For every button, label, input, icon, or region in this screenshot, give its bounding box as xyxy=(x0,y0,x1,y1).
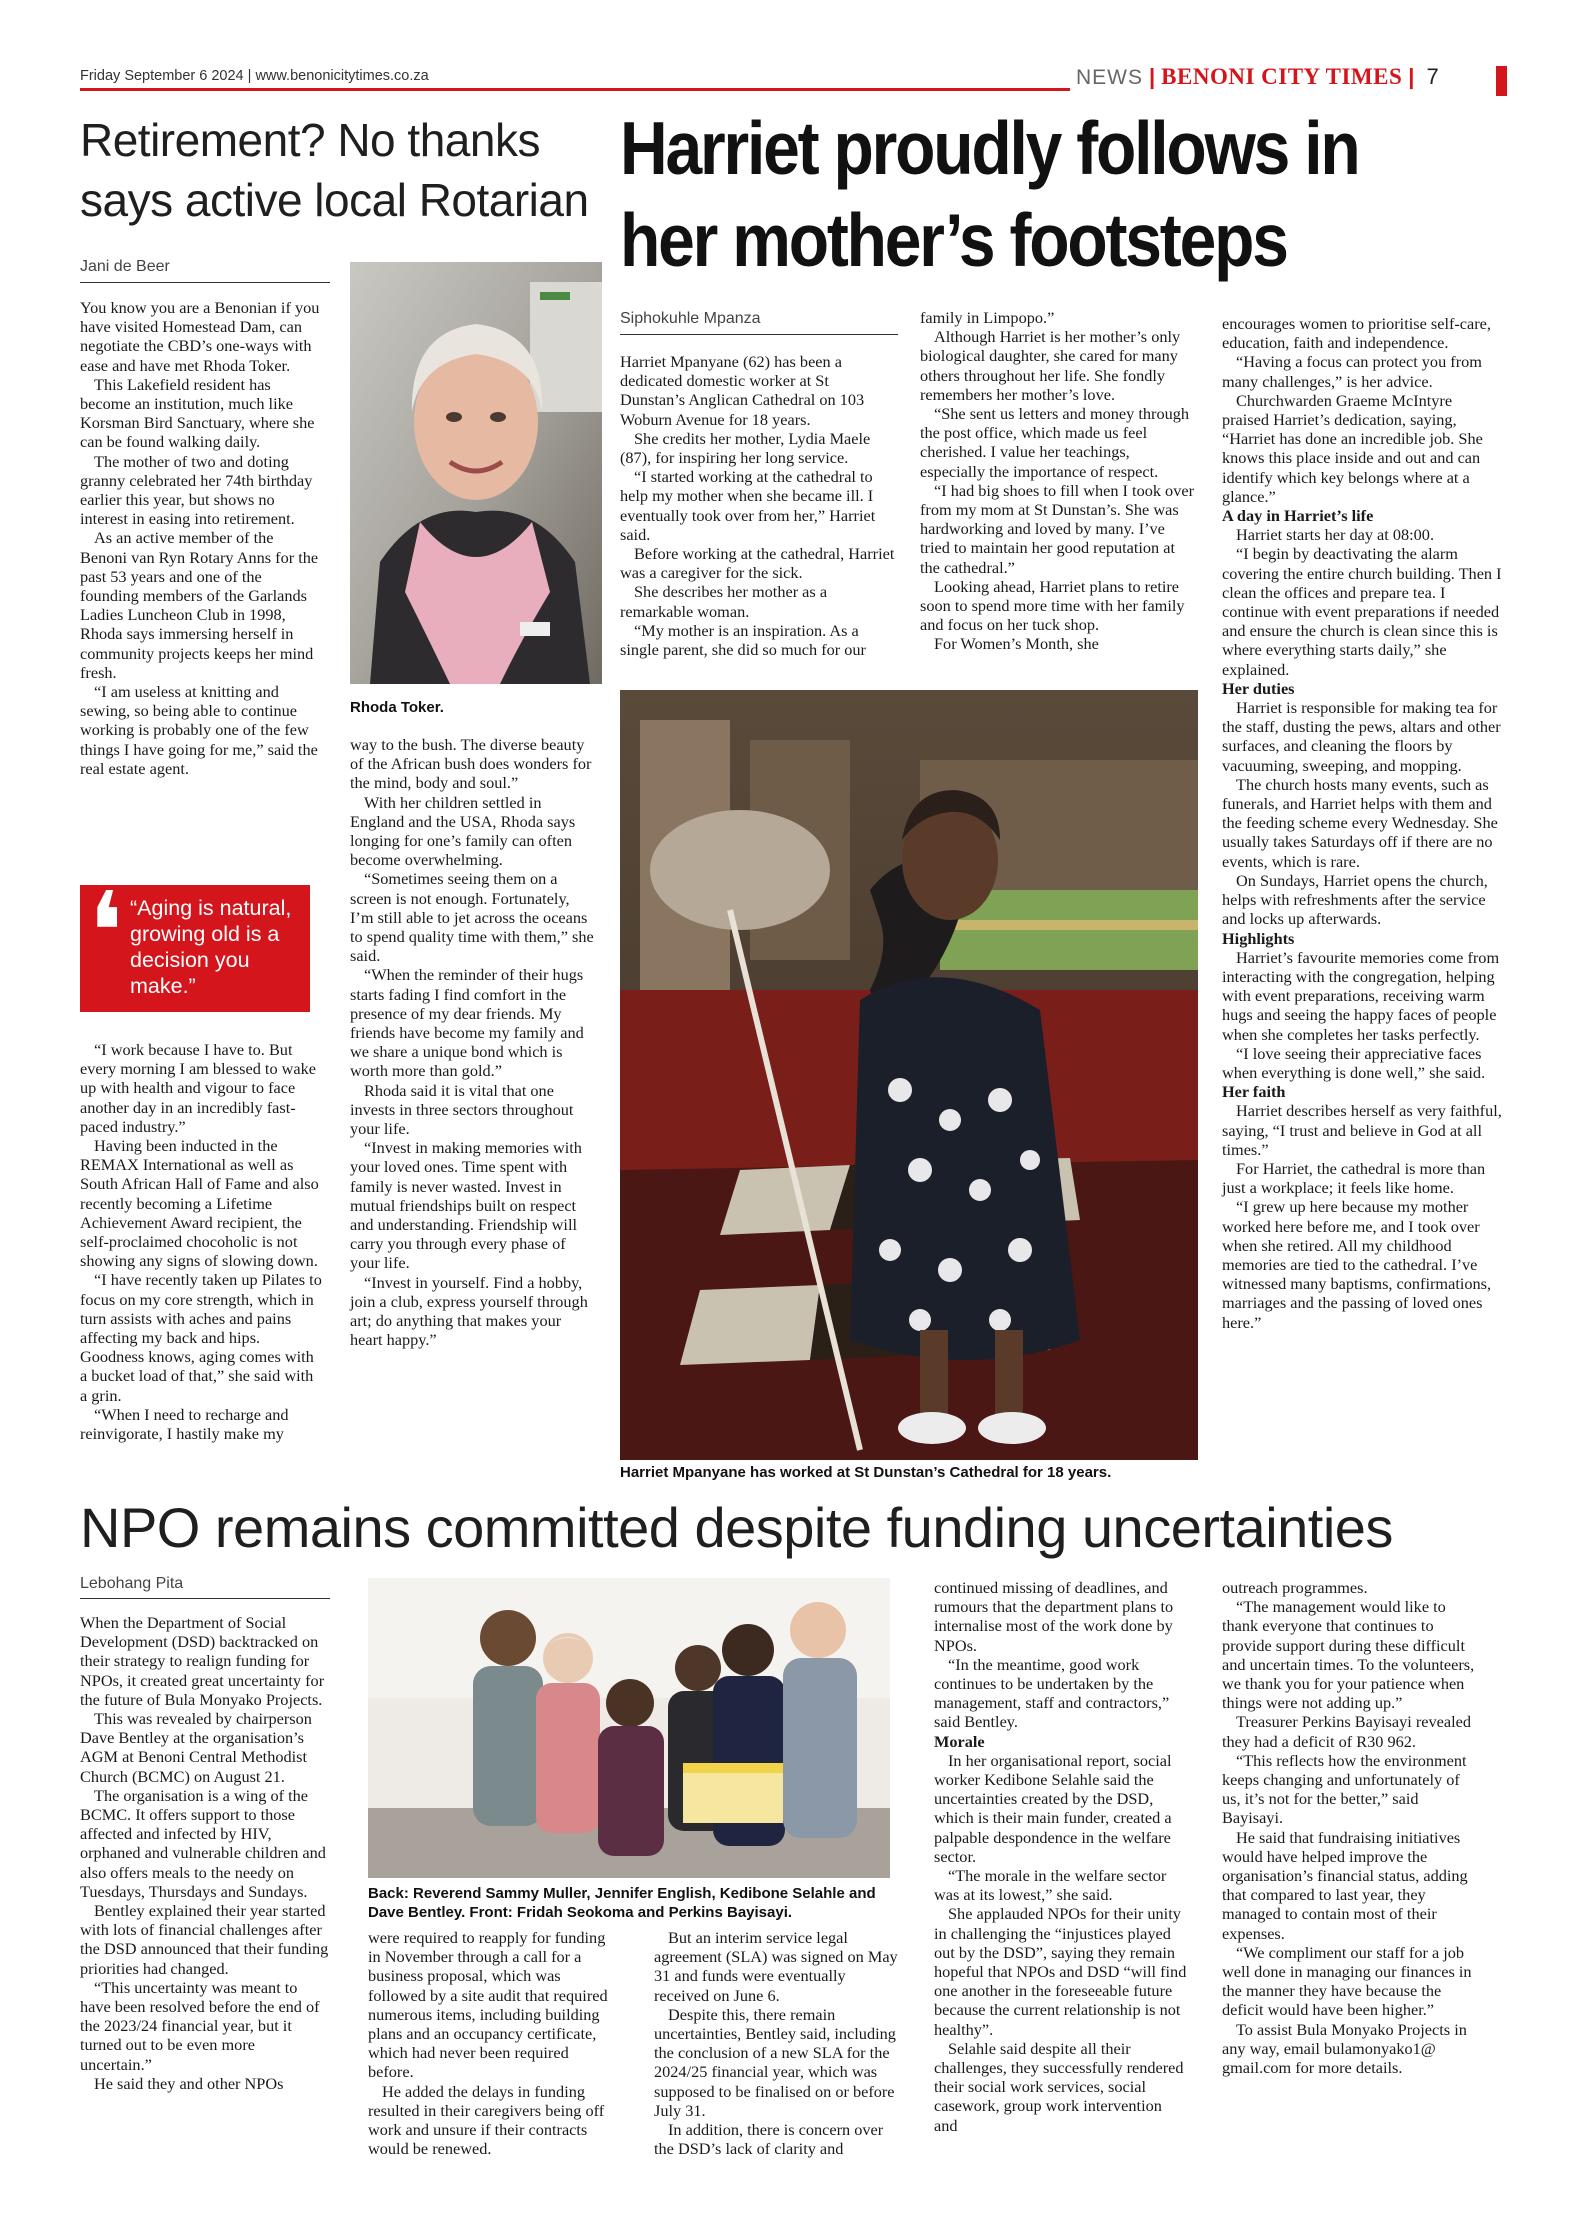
dateline: Friday September 6 2024 | www.benonicitytimes.co.za xyxy=(80,68,429,84)
paragraph: Selahle said despite all their challenges, they successfully rendered their social work services, social casework, group work intervention and xyxy=(934,2038,1184,2135)
byline-rule xyxy=(80,282,330,283)
subheading: Her faith xyxy=(1222,1082,1286,1102)
story1-col1b xyxy=(80,1040,324,1443)
paragraph: With her children settled in England and the USA, Rhoda says longing for one’s family can often become overwhelming. xyxy=(350,792,576,870)
paragraph: For Harriet, the cathedral is more than just a workplace; it feels like home. xyxy=(1222,1158,1486,1198)
paragraph: She applauded NPOs for their unity in challenging the “injustices played out by the DSD”, saying they remain hopeful that NPOs and DSD “will find one another in the foreseeable future because the current relationship is not healthy”. xyxy=(934,1904,1187,2039)
paragraph: “Sometimes seeing them on a screen is not enough. Fortunately, I’m still able to jet across the oceans to spend quality time with them,” she said. xyxy=(350,869,594,966)
story3-col5 xyxy=(1222,1578,1478,2077)
subheading: Highlights xyxy=(1222,928,1295,948)
masthead-separator: | xyxy=(1408,64,1415,89)
masthead-rule xyxy=(80,88,1070,91)
paragraph: “This reflects how the environment keeps changing and unfortunately of us, it’s not for the better,” said Bayisayi. xyxy=(1222,1750,1467,1828)
masthead xyxy=(1076,64,1439,90)
paragraph: “This uncertainty was meant to have been resolved before the end of the 2023/24 financial year, but it turned out to be even more uncertain.” xyxy=(80,1977,320,2074)
pullquote-text: “Aging is natural, growing old is a decision you make.” xyxy=(130,896,292,998)
paragraph: “I have recently taken up Pilates to focus on my core strength, which in turn assists with aches and pains affecting my back and hips. Goodness knows, aging comes with a bucket load of that,” she said with a grin. xyxy=(80,1270,322,1405)
paragraph: This Lakefield resident has become an institution, much like Korsman Bird Sanctuary, where she can be found walking daily. xyxy=(80,374,315,452)
paragraph: In her organisational report, social worker Kedibone Selahle said the uncertainties created by the DSD, which is their main funder, created a palpable despondence in the welfare sector. xyxy=(934,1750,1172,1866)
paragraph: For Women’s Month, she xyxy=(934,634,1099,654)
paragraph: Harriet is responsible for making tea for the staff, dusting the pews, altars and other surfaces, and cleaning the floors by vacuuming, sweeping, and mopping. xyxy=(1222,698,1501,775)
pullquote-box xyxy=(80,868,310,1012)
paragraph: “The morale in the welfare sector was at its lowest,” she said. xyxy=(934,1866,1167,1905)
paragraph: “When the reminder of their hugs starts fading I find comfort in the presence of my dear friends. My friends have become my family and we share a unique bond which is worth more than gold.” xyxy=(350,965,584,1081)
paragraph: Although Harriet is her mother’s only biological daughter, she cared for many others throughout her life. She fondly remembers her mother’s love. xyxy=(920,327,1181,404)
npo-caption: Back: Reverend Sammy Muller, Jennifer English, Kedibone Selahle and Dave Bentley. Front: Fridah Seokoma and Perkins Bayisayi. xyxy=(368,1885,876,1921)
paragraph: “I started working at the cathedral to help my mother when she became ill. I eventually took over from her,” Harriet said. xyxy=(620,467,876,544)
paragraph: Churchwarden Graeme McIntyre praised Harriet’s dedication, saying, “Harriet has done an incredible job. She knows this place inside and out and can identify which key belongs where at a glance.” xyxy=(1222,390,1483,506)
paragraph: continued missing of deadlines, and rumours that the department plans to internalise most of the work done by NPOs. xyxy=(934,1578,1174,1655)
paragraph: “I grew up here because my mother worked here before me, and I took over when she retired. All my childhood memories are tied to the cathedral. I’ve witnessed many baptisms, confirmations, marriages and the passing of loved ones here.” xyxy=(1222,1197,1492,1332)
story2-col2 xyxy=(920,308,1198,654)
paragraph: were required to reapply for funding in November through a call for a business proposal, which was followed by a site audit that required numerous items, including building plans and an occupancy certificate, which had never been required before. xyxy=(368,1928,608,2082)
paragraph: “When I need to recharge and reinvigorate, I hastily make my xyxy=(80,1404,289,1444)
story3-col4 xyxy=(934,1578,1188,2135)
paragraph: “I begin by deactivating the alarm covering the entire church building. Then I clean the offices and prepare tea. I continue with event preparations if needed and ensure the church is clean since this is where everything starts daily,” she explained. xyxy=(1222,544,1502,679)
page-number: 7 xyxy=(1426,64,1439,89)
paragraph: family in Limpopo.” xyxy=(920,308,1055,327)
paragraph: “I work because I have to. But every morning I am blessed to wake up with health and vigour to face another day in an incredibly fast-paced industry.” xyxy=(80,1040,317,1136)
paragraph: outreach programmes. xyxy=(1222,1578,1368,1597)
paragraph: Harriet starts her day at 08:00. xyxy=(1236,525,1435,545)
quote-mark-icon: ❛ xyxy=(88,868,124,996)
paragraph: Rhoda said it is vital that one invests in three sectors throughout your life. xyxy=(350,1080,574,1139)
story2-col3 xyxy=(1222,314,1502,1332)
paragraph: In addition, there is concern over the DSD’s lack of clarity and xyxy=(654,2120,884,2159)
paragraph: He added the delays in funding resulted in their caregivers being off work and unsure if their contracts would be renewed. xyxy=(368,2081,605,2159)
byline-rule xyxy=(620,334,898,335)
section-label: NEWS xyxy=(1076,66,1143,89)
paragraph: “My mother is an inspiration. As a single parent, she did so much for our xyxy=(620,620,866,660)
paragraph: “We compliment our staff for a job well done in managing our finances in the manner they have because the deficit would have been higher.” xyxy=(1222,1942,1472,2020)
paragraph: This was revealed by chairperson Dave Bentley at the organisation’s AGM at Benoni Central Methodist Church (BCMC) on August 21. xyxy=(80,1709,312,1786)
paragraph: He said they and other NPOs xyxy=(94,2073,284,2093)
subheading: Her duties xyxy=(1222,678,1295,698)
story2-headline: Harriet proudly follows in her mother’s footsteps xyxy=(620,106,1359,282)
story2-col1 xyxy=(620,352,898,659)
paragraph: “Having a focus can protect you from many challenges,” is her advice. xyxy=(1222,352,1482,391)
masthead-accent-block xyxy=(1496,66,1507,96)
masthead-separator: | xyxy=(1149,64,1156,89)
paper-name: BENONI CITY TIMES xyxy=(1161,64,1403,89)
paragraph: “Invest in yourself. Find a hobby, join a club, express yourself through art; do anything that makes your heart happy.” xyxy=(350,1272,588,1350)
paragraph: “I am useless at knitting and sewing, so being able to continue working is probably one of the few things I have going for me,” said the real estate agent. xyxy=(80,682,318,778)
paragraph: Looking ahead, Harriet plans to retire soon to spend more time with her family and focus on her tuck shop. xyxy=(920,576,1185,635)
story2-byline: Siphokuhle Mpanza xyxy=(620,310,761,327)
story3-headline: NPO remains committed despite funding uncertainties xyxy=(80,1496,1393,1559)
paragraph: Harriet’s favourite memories come from interacting with the congregation, helping with event preparations, receiving warm hugs and seeing the happy faces of people when she completes her tasks perfectly. xyxy=(1222,947,1500,1044)
paragraph: “The management would like to thank everyone that continues to provide support during these difficult and uncertain times. To the volunteers, we thank you for your patience when things were not adding up.” xyxy=(1222,1597,1475,1713)
harriet-photo xyxy=(620,690,1198,1460)
harriet-caption: Harriet Mpanyane has worked at St Dunstan’s Cathedral for 18 years. xyxy=(620,1464,1112,1481)
paragraph: The organisation is a wing of the BCMC. It offers support to those affected and infected by HIV, orphaned and vulnerable children and also offers meals to the needy on Tuesdays, Thursdays and Sundays. xyxy=(80,1785,326,1901)
paragraph: “Invest in making memories with your loved ones. Time spent with family is never wasted. Invest in mutual friendships built on respect and understanding. Friendship will carry you through every phase of your life. xyxy=(350,1138,582,1273)
story1-col2 xyxy=(350,735,596,1350)
story3-col1 xyxy=(80,1613,330,2093)
story1-byline: Jani de Beer xyxy=(80,258,170,275)
paragraph: The mother of two and doting granny celebrated her 74th birthday earlier this year, but shows no interest in easing into retirement. xyxy=(80,451,313,529)
paragraph: Harriet describes herself as very faithful, saying, “I trust and believe in God at all times.” xyxy=(1222,1101,1502,1159)
paragraph: You know you are a Benonian if you have visited Homestead Dam, can negotiate the CBD’s one-ways with ease and have met Rhoda Toker. xyxy=(80,298,320,375)
story3-col2 xyxy=(368,1928,614,2158)
byline-rule xyxy=(80,1598,330,1599)
paragraph: encourages women to prioritise self-care, education, faith and independence. xyxy=(1222,314,1491,353)
story3-byline: Lebohang Pita xyxy=(80,1575,184,1592)
paragraph: Bentley explained their year started with lots of financial challenges after the DSD announced that their funding priorities had changed. xyxy=(80,1901,329,1978)
rhoda-photo xyxy=(350,262,602,684)
paragraph: Despite this, there remain uncertainties, Bentley said, including the conclusion of a new SLA for the 2024/25 financial year, which was supposed to be finalised on or before July 31. xyxy=(654,2004,896,2120)
paragraph: She credits her mother, Lydia Maele (87), for inspiring her long service. xyxy=(620,428,871,468)
paragraph: The church hosts many events, such as funerals, and Harriet helps with them and the feeding scheme every Wednesday. She usually takes Saturdays off if there are no events, which is rare. xyxy=(1222,774,1498,871)
paragraph: When the Department of Social Development (DSD) backtracked on their strategy to realign funding for NPOs, it created great uncertainty for the future of Bula Monyako Projects. xyxy=(80,1613,325,1709)
story1-col1 xyxy=(80,298,324,778)
paragraph: But an interim service legal agreement (SLA) was signed on May 31 and funds were eventually received on June 6. xyxy=(654,1928,898,2005)
paragraph: “In the meantime, good work continues to be undertaken by the management, staff and contractors,” said Bentley. xyxy=(934,1654,1170,1732)
paragraph: He said that fundraising initiatives would have helped improve the organisation’s financial status, adding that compared to last year, they managed to contain most of their expenses. xyxy=(1222,1827,1468,1943)
paragraph: way to the bush. The diverse beauty of the African bush does wonders for the mind, body and soul.” xyxy=(350,735,592,793)
story3-col3 xyxy=(654,1928,900,2158)
subheading: A day in Harriet’s life xyxy=(1222,506,1374,526)
paragraph: Harriet Mpanyane (62) has been a dedicated domestic worker at St Dunstan’s Anglican Cathedral on 103 Woburn Avenue for 18 years. xyxy=(620,352,865,429)
paragraph: “She sent us letters and money through the post office, which made us feel cherished. I value her teachings, especially the importance of respect. xyxy=(920,404,1190,481)
paragraph: To assist Bula Monyako Projects in any way, email bulamonyako1@ gmail.com for more details. xyxy=(1222,2019,1467,2078)
paragraph: Having been inducted in the REMAX International as well as South African Hall of Fame and also recently becoming a Lifetime Achievement Award recipient, the self-proclaimed chocoholic is not showing any signs of slowing down. xyxy=(80,1136,319,1271)
paragraph: “I had big shoes to fill when I took over from my mom at St Dunstan’s. She was hardworking and loved by many. I’ve tried to maintain her good reputation at the cathedral.” xyxy=(920,480,1194,577)
paragraph: On Sundays, Harriet opens the church, helps with refreshments after the service and locks up afterwards. xyxy=(1222,870,1488,929)
paragraph: She describes her mother as a remarkable woman. xyxy=(620,582,828,621)
paragraph: As an active member of the Benoni van Ryn Rotary Anns for the past 53 years and one of the founding members of the Garlands Ladies Luncheon Club in 1998, Rhoda says immersing herself in community projects keeps her mind fresh. xyxy=(80,528,319,682)
rhoda-caption: Rhoda Toker. xyxy=(350,699,444,716)
story1-headline: Retirement? No thanks says active local Rotarian xyxy=(80,114,589,226)
subheading: Morale xyxy=(934,1731,985,1751)
npo-group-photo xyxy=(368,1578,890,1878)
paragraph: “I love seeing their appreciative faces when everything is done well,” she said. xyxy=(1222,1043,1486,1082)
paragraph: Treasurer Perkins Bayisayi revealed they had a deficit of R30 962. xyxy=(1222,1712,1471,1751)
paragraph: Before working at the cathedral, Harriet was a caregiver for the sick. xyxy=(620,544,895,583)
